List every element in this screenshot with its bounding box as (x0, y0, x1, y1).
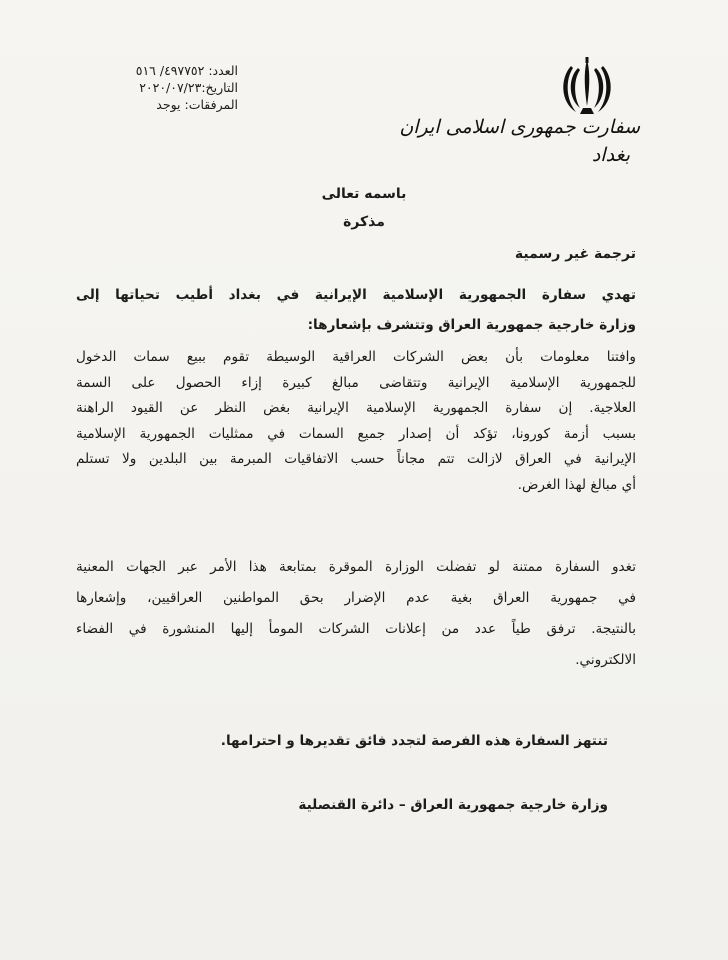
embassy-name: سفارت جمهوری اسلامی ایران (399, 116, 640, 138)
reference-date: التاريخ:٢٠٢٠/٠٧/٢٣ (139, 80, 238, 95)
closing-sentence: تنتهز السفارة هذه الفرصة لتجدد فائق تقديرها و احترامها. (220, 733, 608, 749)
paragraph-2-line: تغدو السفارة ممتنة لو تفضلت الوزارة الموقرة بمتابعة هذا الأمر عبر الجهات المعنية (76, 559, 636, 575)
paragraph-1 (76, 345, 636, 498)
intro-block (76, 280, 636, 340)
reference-attachments: المرفقات: يوجد (156, 97, 238, 112)
iran-emblem-icon (558, 56, 616, 118)
embassy-city: بغداد (591, 144, 630, 166)
document-type: مذكرة (343, 214, 385, 230)
reference-block (78, 62, 238, 113)
paragraph-2-line: في جمهورية العراق بغية عدم الإضرار بحق المواطنين العراقيين، وإشعارها (76, 590, 636, 606)
paragraph-2-line: الالكتروني. (575, 652, 636, 668)
intro-line-1: تهدي سفارة الجمهورية الإسلامية الإيرانية في بغداد أطيب تحياتها إلى (76, 287, 636, 303)
paragraph-1-line: الإيرانية في العراق لازالت تتم مجاناً حسب الاتفاقيات المبرمة بين البلدين ولا تستلم (76, 451, 636, 467)
paragraph-1-line: وافتنا معلومات بأن بعض الشركات العراقية الوسيطة تقوم ببيع سمات الدخول (76, 349, 636, 365)
paragraph-2-line: بالنتيجة. ترفق طياً عدد من إعلانات الشركات المومأ إليها المنشورة في الفضاء (76, 621, 636, 637)
intro-line-2: وزارة خارجية جمهورية العراق وتتشرف بإشعارها: (307, 317, 636, 333)
paragraph-1-line: أي مبالغ لهذا الغرض. (517, 476, 636, 493)
reference-number: العدد: ٤٩٧٧٥٢/ ٥١٦ (135, 63, 238, 78)
paragraph-2 (76, 552, 636, 676)
invocation: باسمه تعالى (321, 186, 407, 202)
translation-note: ترجمة غير رسمية (514, 246, 636, 262)
paragraph-1-line: العلاجية. إن سفارة الجمهورية الإسلامية الإيرانية بغض النظر عن القيود الراهنة (76, 400, 636, 416)
addressee: وزارة خارجية جمهورية العراق – دائرة القنصلية (298, 797, 608, 813)
paragraph-1-line: للجمهورية الإسلامية الإيرانية وتتقاضى مبالغ كبيرة إزاء الحصول على السمة (76, 374, 636, 391)
paragraph-1-line: بسبب أزمة كورونا، تؤكد أن إصدار جميع السمات في ممثليات الجمهورية الإسلامية (76, 425, 636, 442)
